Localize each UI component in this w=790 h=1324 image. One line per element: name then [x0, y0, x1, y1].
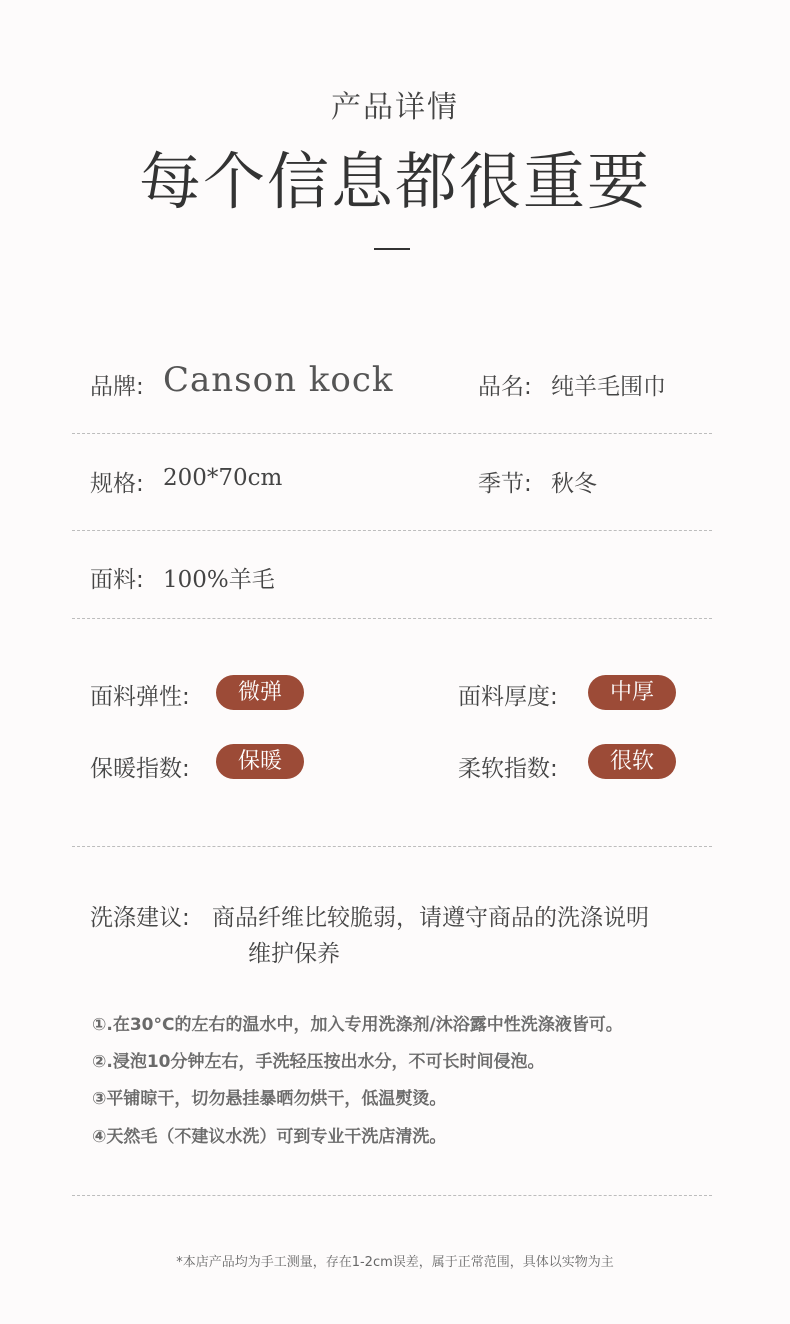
care-step: ④天然毛（不建议水洗）可到专业干洗店清洗。 [92, 1127, 447, 1147]
care-step: ②.浸泡10分钟左右，手洗轻压按出水分，不可长时间侵泡。 [92, 1052, 545, 1072]
brand-label: 品牌: [90, 374, 144, 400]
elasticity-badge: 微弹 [216, 675, 304, 710]
warmth-label: 保暖指数: [90, 756, 190, 782]
fabric-value: 100%羊毛 [163, 567, 275, 593]
divider [72, 846, 712, 847]
section-subtitle: 产品详情 [331, 90, 459, 125]
measurement-note: *本店产品均为手工测量，存在1-2cm误差，属于正常范围，具体以实物为主 [176, 1255, 614, 1270]
care-label: 洗涤建议: [90, 905, 190, 931]
care-text-line1: 商品纤维比较脆弱，请遵守商品的洗涤说明 [212, 905, 649, 931]
season-label: 季节: [478, 471, 532, 497]
warmth-badge: 保暖 [216, 744, 304, 779]
product-name-label: 品名: [478, 374, 532, 400]
size-label: 规格: [90, 471, 144, 497]
season-value: 秋冬 [551, 471, 597, 497]
title-underline [374, 248, 410, 250]
divider [72, 1195, 712, 1196]
softness-badge: 很软 [588, 744, 676, 779]
thickness-badge: 中厚 [588, 675, 676, 710]
size-value: 200*70cm [163, 465, 283, 491]
divider [72, 530, 712, 531]
page-title: 每个信息都很重要 [138, 145, 651, 218]
care-step: ①.在30°C的左右的温水中，加入专用洗涤剂/沐浴露中性洗涤液皆可。 [92, 1015, 623, 1035]
care-text-line2: 维护保养 [248, 941, 340, 967]
product-name-value: 纯羊毛围巾 [551, 374, 666, 400]
care-step: ③平铺晾干，切勿悬挂暴晒勿烘干，低温熨烫。 [92, 1089, 447, 1109]
softness-label: 柔软指数: [458, 756, 558, 782]
divider [72, 618, 712, 619]
brand-value: Canson kock [163, 360, 394, 400]
divider [72, 433, 712, 434]
fabric-label: 面料: [90, 567, 144, 593]
elasticity-label: 面料弹性: [90, 684, 190, 710]
thickness-label: 面料厚度: [458, 684, 558, 710]
